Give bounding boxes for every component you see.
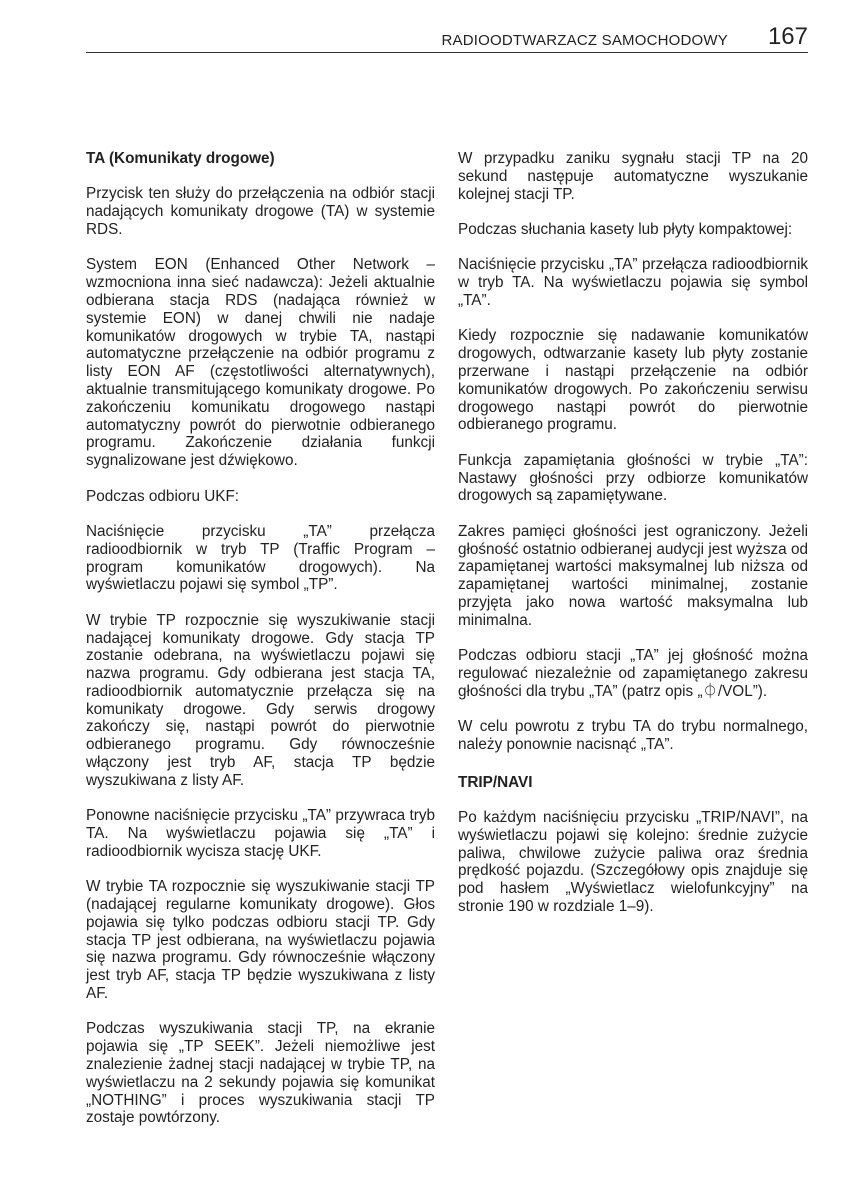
paragraph: Podczas wyszukiwania stacji TP, na ekranie pojawia się „TP SEEK”. Jeżeli niemożliwe jest znalezienie żadnej stacji nadającej w trybie TP, na wyświetlaczu na 2 sekundy pojawia się komunikat „NOTHING” i proces wyszukiwania stacji TP zostaje powtórzony. [86,1020,435,1127]
paragraph: Funkcja zapamiętania głośności w trybie „TA”: Nastawy głośności przy odbiorze komunikatów drogowych są zapamiętywane. [458,451,808,505]
paragraph: Naciśnięcie przycisku „TA” przełącza radioodbiornik w tryb TA. Na wyświetlaczu pojawia się symbol „TA”. [458,256,808,309]
left-column [86,150,435,1145]
right-column [458,150,808,933]
paragraph: Podczas słuchania kasety lub płyty kompaktowej: [458,220,793,238]
paragraph: Ponowne naciśnięcie przycisku „TA” przywraca tryb TA. Na wyświetlaczu pojawia się „TA” i radioodbiornik wycisza stację UKF. [86,807,435,860]
header-title: RADIOODTWARZACZ SAMOCHODOWY [441,32,728,49]
paragraph: Naciśnięcie przycisku „TA” przełącza radioodbiornik w tryb TP (Traffic Program – program komunikatów drogowych). Na wyświetlaczu pojawi się symbol „TP”. [86,522,435,594]
paragraph: W trybie TA rozpocznie się wyszukiwanie stacji TP (nadającej regularne komunikaty drogowe). Głos pojawia się tylko podczas odbioru stacji TP. Gdy stacja TP jest odbierana, na wyświetlaczu pojawia się nazwa programu. Gdy równocześnie włączony jest tryb AF, stacja TP będzie wyszukiwana z listy AF. [86,878,435,1003]
section-title-ta: TA (Komunikaty drogowe) [86,150,275,167]
page-header [86,22,808,53]
paragraph: Przycisk ten służy do przełączenia na odbiór stacji nadających komunikaty drogowe (TA) w systemie RDS. [86,185,435,238]
paragraph: Podczas odbioru stacji „TA” jej głośność można regulować niezależnie od zapamiętanego zakresu głośności dla trybu „TA” (patrz opis „⏀/VOL”). [458,647,808,700]
paragraph: W przypadku zaniku sygnału stacji TP na 20 sekund następuje automatyczne wyszukanie kolejnej stacji TP. [458,150,808,203]
section-title-trip-navi: TRIP/NAVI [458,773,533,791]
paragraph: W celu powrotu z trybu TA do trybu normalnego, należy ponownie nacisnąć „TA”. [458,718,808,753]
paragraph: System EON (Enhanced Other Network – wzmocniona inna sieć nadawcza): Jeżeli aktualnie odbierana stacja RDS (nadająca również w systemie EON) w danej chwili nie nadaje komunikatów drogowych w trybie TA, nastąpi automatyczne przełączenie na odbiór programu z listy EON AF (częstotliwości alternatywnych), aktualnie transmitującego komunikaty drogowe. Po zakończeniu komunikatu drogowego nastąpi automatyczny powrót do pierwotnie odbieranego programu. Zakończenie działania funkcji sygnalizowane jest dźwiękowo. [86,256,435,470]
paragraph: Kiedy rozpocznie się nadawanie komunikatów drogowych, odtwarzanie kasety lub płyty zostanie przerwane i nastąpi przełączenie na odbiór komunikatów drogowych. Po zakończeniu serwisu drogowego nastąpi powrót do pierwotnie odbieranego programu. [458,327,808,434]
paragraph: Zakres pamięci głośności jest ograniczony. Jeżeli głośność ostatnio odbieranej audycji jest wyższa od zapamiętanej wartości maksymalnej lub niższa od zapamiętanej wartości minimalnej, zostanie przyjęta jako nowa wartość maksymalna lub minimalna. [458,522,808,629]
page-number: 167 [767,23,808,50]
paragraph: Po każdym naciśnięciu przycisku „TRIP/NAVI”, na wyświetlaczu pojawi się kolejno: średnie zużycie paliwa, chwilowe zużycie paliwa oraz średnia prędkość pojazdu. (Szczegółowy opis znajduje się pod hasłem „Wyświetlacz wielofunkcyjny” na stronie 190 w rozdziale 1–9). [458,809,808,916]
paragraph: W trybie TP rozpocznie się wyszukiwanie stacji nadającej komunikaty drogowe. Gdy stacja TP zostanie odebrana, na wyświetlaczu pojawi się nazwa programu. Gdy odbierana jest stacja TA, radioodbiornik automatycznie przełącza się na komunikaty drogowe. Gdy serwis drogowy zakończy się, nastąpi powrót do pierwotnie odbieranego programu. Gdy równocześnie włączony jest tryb AF, stacja TP będzie wyszukiwana z listy AF. [86,611,435,789]
paragraph: Podczas odbioru UKF: [86,487,240,505]
